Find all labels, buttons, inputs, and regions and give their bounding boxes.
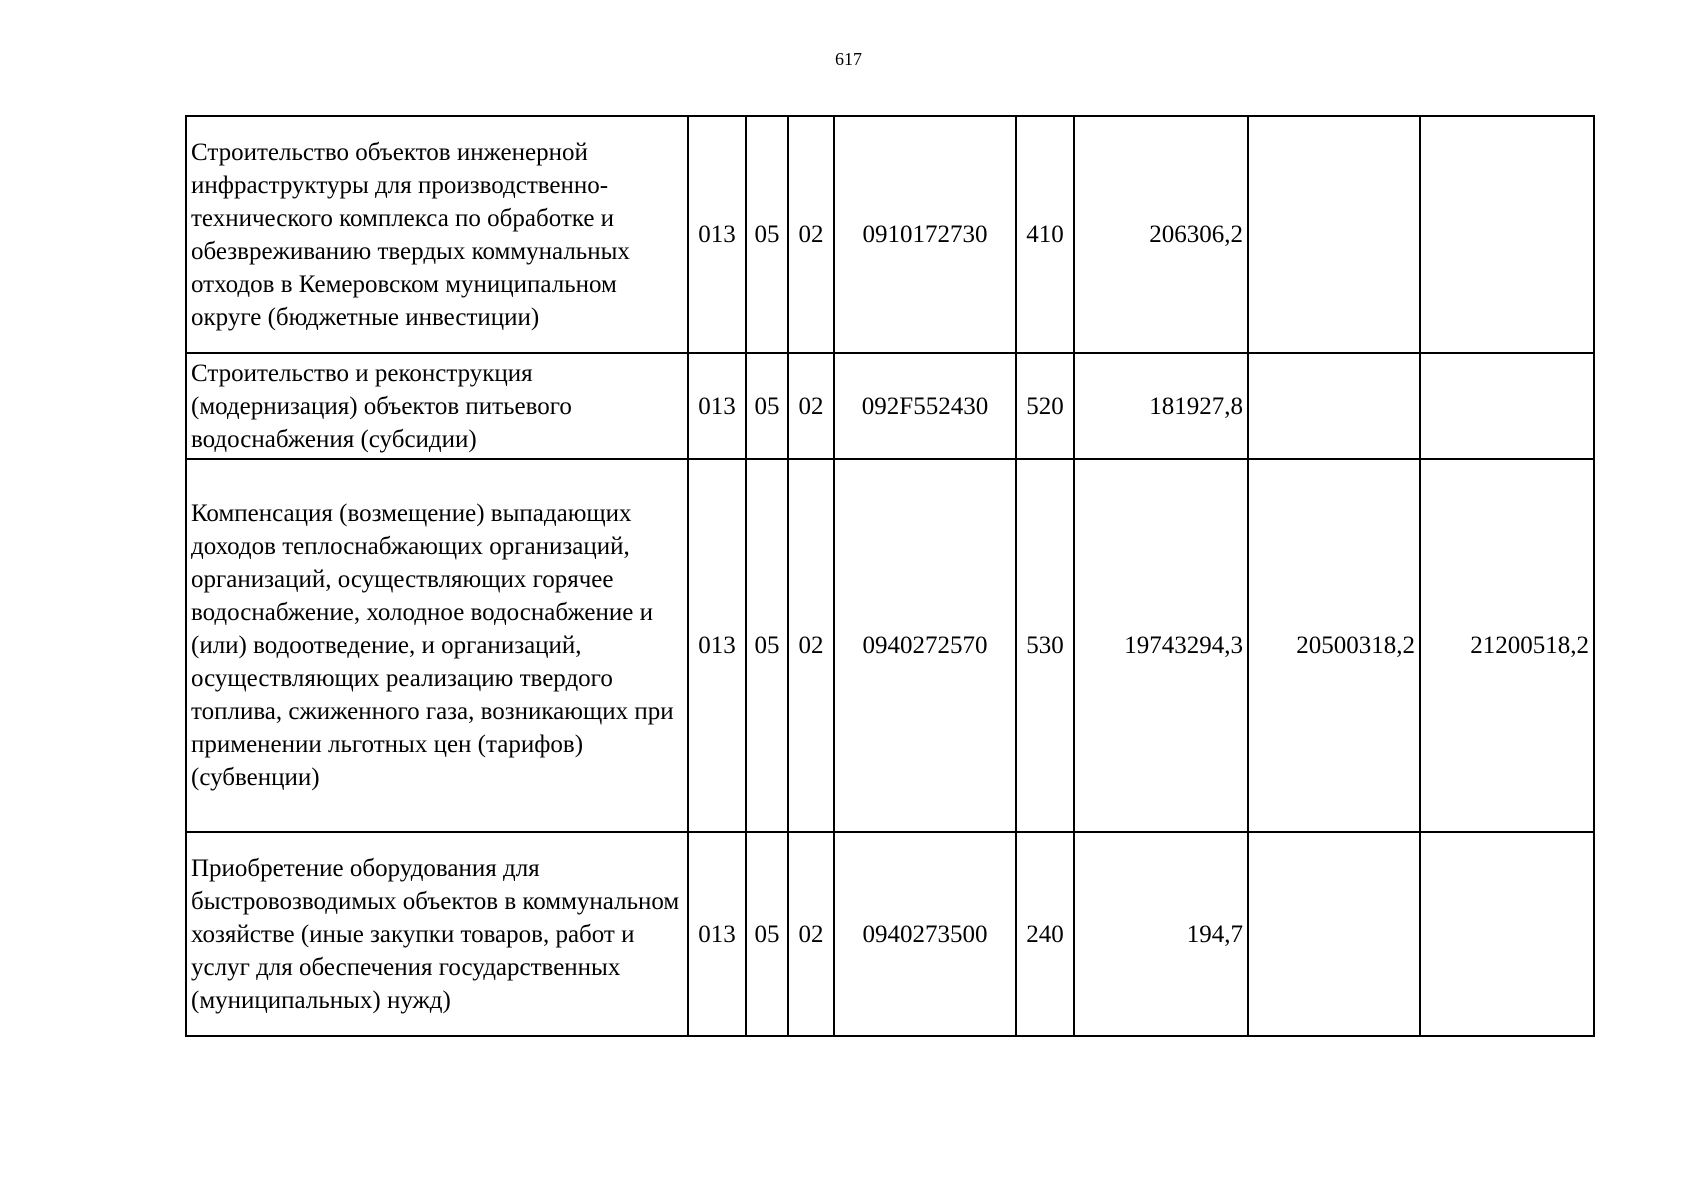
table-row [186, 116, 1594, 353]
amount-year-3: 21200518,2 [1420, 459, 1594, 832]
row-description: Компенсация (возмещение) выпадающих доходов теплоснабжающих организаций, организаций, осуществляющих горячее водоснабжение, холодное водоснабжение и (или) водоотведение, и организаций, осуществляющих реализацию твердого топлива, сжиженного газа, возникающих при применении льготных цен (тарифов) (субвенции) [186, 459, 688, 832]
amount-year-3 [1420, 116, 1594, 353]
subsection-code: 02 [788, 832, 834, 1036]
expense-type-code: 530 [1016, 459, 1074, 832]
ministry-code: 013 [688, 832, 746, 1036]
amount-year-2: 20500318,2 [1248, 459, 1420, 832]
budget-table [185, 115, 1595, 1037]
table-row [186, 353, 1594, 459]
subsection-code: 02 [788, 353, 834, 459]
amount-year-3 [1420, 353, 1594, 459]
row-description: Приобретение оборудования для быстровозводимых объектов в коммунальном хозяйстве (иные закупки товаров, работ и услуг для обеспечения государственных (муниципальных) нужд) [186, 832, 688, 1036]
amount-year-2 [1248, 353, 1420, 459]
target-article-code: 0940272570 [834, 459, 1016, 832]
expense-type-code: 240 [1016, 832, 1074, 1036]
amount-year-1: 206306,2 [1074, 116, 1248, 353]
amount-year-2 [1248, 116, 1420, 353]
table-row [186, 832, 1594, 1036]
amount-year-1: 194,7 [1074, 832, 1248, 1036]
subsection-code: 02 [788, 116, 834, 353]
target-article-code: 092F552430 [834, 353, 1016, 459]
section-code: 05 [746, 353, 788, 459]
amount-year-1: 19743294,3 [1074, 459, 1248, 832]
amount-year-3 [1420, 832, 1594, 1036]
target-article-code: 0940273500 [834, 832, 1016, 1036]
section-code: 05 [746, 116, 788, 353]
expense-type-code: 410 [1016, 116, 1074, 353]
expense-type-code: 520 [1016, 353, 1074, 459]
page-number: 617 [835, 49, 862, 69]
amount-year-2 [1248, 832, 1420, 1036]
target-article-code: 0910172730 [834, 116, 1016, 353]
table-row [186, 459, 1594, 832]
ministry-code: 013 [688, 459, 746, 832]
subsection-code: 02 [788, 459, 834, 832]
section-code: 05 [746, 459, 788, 832]
section-code: 05 [746, 832, 788, 1036]
ministry-code: 013 [688, 116, 746, 353]
row-description: Строительство объектов инженерной инфраструктуры для производственно-технического комплекса по обработке и обезвреживанию твердых коммунальных отходов в Кемеровском муниципальном округе (бюджетные инвестиции) [186, 116, 688, 353]
row-description: Строительство и реконструкция (модернизация) объектов питьевого водоснабжения (субсидии) [186, 353, 688, 459]
ministry-code: 013 [688, 353, 746, 459]
amount-year-1: 181927,8 [1074, 353, 1248, 459]
